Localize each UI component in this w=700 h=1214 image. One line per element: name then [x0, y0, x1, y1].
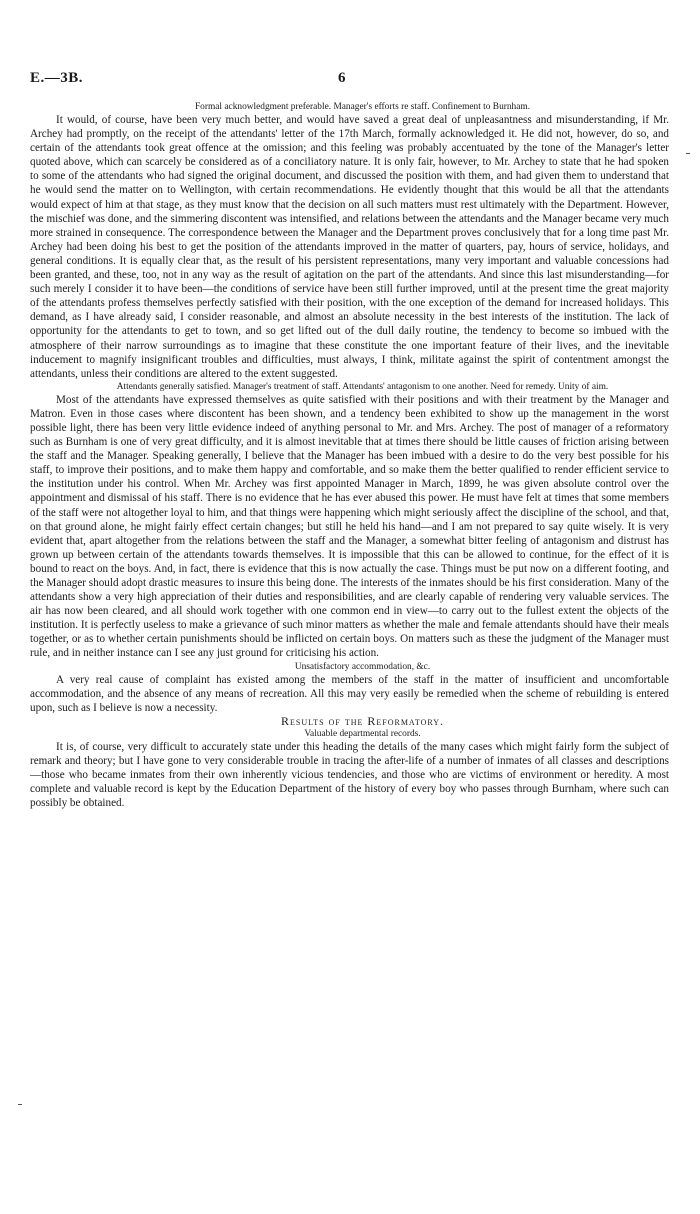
- page-header: [30, 70, 670, 88]
- margin-mark: [686, 153, 690, 154]
- sidenote-departmental-records: Valuable departmental records.: [304, 728, 421, 739]
- paragraph-acknowledgment: It would, of course, have been very much better, and would have saved a great deal of unpleasantness and misunderstanding, if Mr. Archey had promptly, on the receipt of the attendants' letter of the 17th March, formally acknowledged it. He did not, however, do so, and certain of the attendants took great offence at the omission; and this feeling was probably accentuated by the tone of the Manager's letter quoted above, which can scarcely be considered as of a conciliatory nature. It is only fair, however, to Mr. Archey to state that he had spoken to some of the attendants who had signed the original document, and discussed the position with them, and had given them to understand that he would send the matter on to Wellington, with certain recommendations. He evidently thought that this would be all that the attendants would expect of him at that stage, as they must know that the decision on all such matters must rest ultimately with the Department. However, the mischief was done, and the simmering discontent was intensified, and relations between the attendants and the Manager became very much more strained in consequence. The correspondence between the Manager and the Department proves conclusively that for a long time past Mr. Archey had been doing his best to get the position of the attendants improved in the matter of quarters, pay, hours of service, holidays, and general conditions. It is equally clear that, as the result of his persistent representations, many very important and valuable concessions had been granted, and these, too, not in any way as the result of agitation on the part of the attendants. And since this last misunderstanding—for such merely I consider it to have been—the conditions of service have been still further improved, until at the present time the great majority of the attendants profess themselves perfectly satisfied with their position, with the one exception of the demand for increased holidays. This demand, as I have already said, I consider reasonable, and almost an absolute necessity in the best interests of the institution. The lack of opportunity for the attendants to get to town, and so get lifted out of the dull daily routine, the tendency to become so imbued with the atmosphere of their narrow surroundings as to imagine that these constitute the one important feature of their lives, and the inevitable inducement to magnify insignificant troubles and difficulties, must always, I think, militate against the spirit of contentment amongst the attendants, unless their conditions are altered to the extent suggested.: [30, 114, 669, 380]
- paragraph-accommodation: A very real cause of complaint has existed among the members of the staff in the matter of insufficient and uncomfortable accommodation, and the absence of any means of recreation. All this may very easily be remedied when the scheme of rebuilding is entered upon, such as I believe is now a necessity.: [30, 673, 669, 714]
- sidenote-accommodation: Unsatisfactory accommodation, &c.: [294, 661, 431, 672]
- page-number: 6: [338, 70, 346, 86]
- margin-mark: [18, 1104, 22, 1105]
- document-reference: E.—3B.: [30, 70, 84, 86]
- section-heading-results: Results of the Reformatory.: [280, 713, 445, 728]
- paragraph-attendants: Most of the attendants have expressed themselves as quite satisfied with their positions and with their treatment by the Manager and Matron. Even in those cases where discontent has been shown, and a tendency been exhibited to show up the management in the worst possible light, there has been very little evidence indeed of anything personal to Mr. and Mrs. Archey. The post of manager of a reformatory such as Burnham is one of very great difficulty, and it is almost inevitable that at times there should be little causes of friction arising between the staff and the Manager. Speaking generally, I believe that the Manager has been imbued with a desire to do the very best possible for his staff, to improve their positions, and to make them happy and comfortable, and so make them the better qualified to render efficient service to the institution under his control. When Mr. Archey was first appointed Manager in March, 1899, he was given absolute control over the appointment and dismissal of his staff. There is no evidence that he has ever abused this power. He must have felt at times that some members of the staff were not altogether loyal to him, and that things were happening which might seriously affect the discipline of the school, and that, on that ground alone, he might fairly effect certain changes; but still he held his hand—and I am not prepared to say quite wisely. It is very evident that, apart altogether from the relations between the staff and the Manager, a somewhat bitter feeling of antagonism and distrust has grown up between certain of the attendants towards themselves. It is impossible that this can be allowed to continue, for the effect of it is bound to react on the boys. And, in fact, there is evidence that this is now actually the case. Things must be put now on a different footing, and the Manager should adopt drastic measures to insure this being done. The interests of the inmates should be his first consideration. Many of the attendants show a very high appreciation of their duties and responsibilities, and are clearly capable of rendering very valuable services. The air has now been cleared, and all should work together with one common end in view—to carry out to the fullest extent the objects of the institution. It is perfectly useless to make a grievance of such minor matters as whether the male and female attendants should have their meals together, or as to whether certain punishments should be inflicted on certain boys. On matters such as these the judgment of the Manager must rule, and in neither instance can I see any just ground for criticising his action.: [30, 393, 669, 660]
- sidenote-formal-acknowledgment: Formal acknowledgment preferable. Manager's efforts re staff. Confinement to Burnham.: [194, 102, 531, 112]
- sidenote-attendants-satisfied: Attendants generally satisfied. Manager's treatment of staff. Attendants' antagonism to one another. Need for remedy. Unity of aim.: [116, 381, 609, 392]
- paragraph-results: It is, of course, very difficult to accurately state under this heading the details of the many cases which might fairly form the subject of remark and theory; but I have gone to very considerable trouble in tracing the after-life of a number of inmates of all classes and descriptions—those who became inmates from their own inherently vicious tendencies, and those who are victims of environment or heredity. A most complete and valuable record is kept by the Education Department of the history of every boy who passes through Burnham, where such can possibly be obtained.: [30, 740, 669, 810]
- document-body: [30, 101, 669, 810]
